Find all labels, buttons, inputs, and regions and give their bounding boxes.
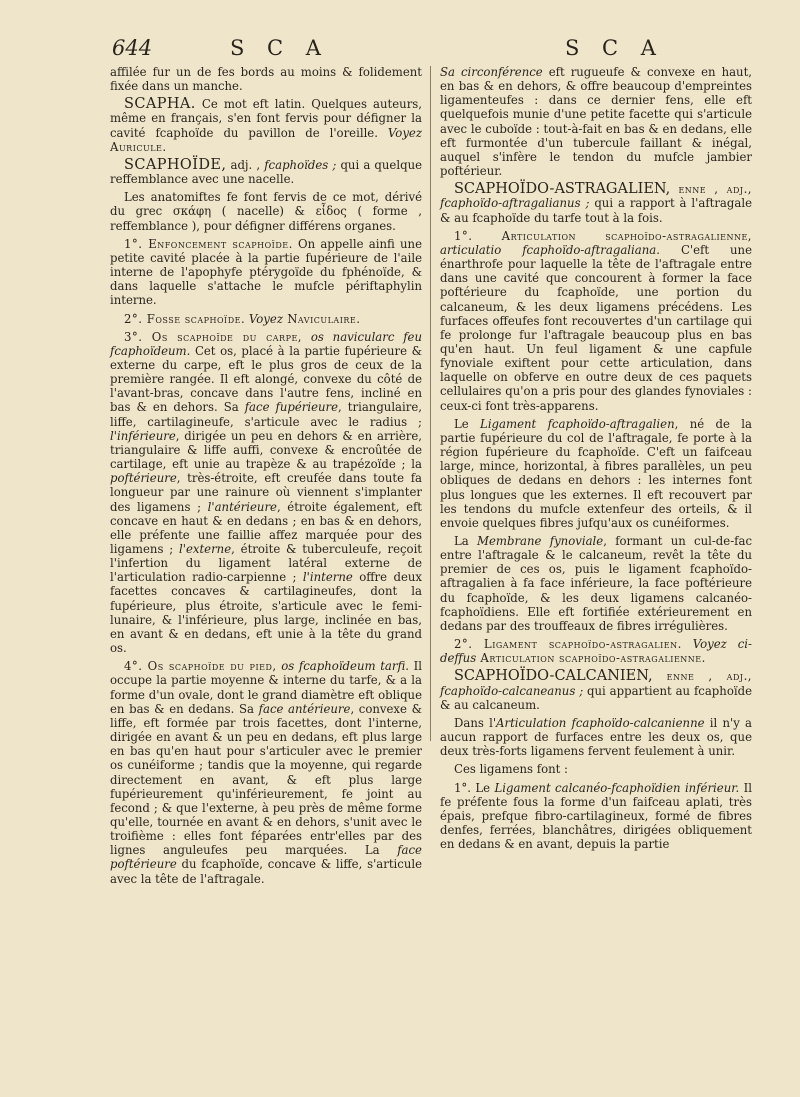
- cross-ref-label: Voyez: [377, 125, 423, 140]
- entry-headword: SCAPHOÏDE,: [124, 156, 227, 173]
- subentry: [110, 659, 422, 886]
- subentry-label: 2°. Ligament scaphoïdo-astragalien.: [454, 637, 682, 652]
- text: Il occupe la partie moyenne & interne du tarfe, & a la forme d'un ovale, dont le grand diamètre eft oblique en bas & en dedans. Sa: [110, 659, 422, 716]
- text: il n'y a aucun rapport de furfaces entre les deux os, que deux très-forts ligamens fervent feulement à unir.: [440, 715, 753, 759]
- cross-ref: Articulation scaphoïdo-astragalienne.: [476, 651, 706, 666]
- text: qui appartient au fcaphoïde & au calcaneum.: [440, 683, 752, 712]
- latin-term: fcaphoïdes ;: [260, 157, 337, 172]
- subentry: [110, 237, 422, 308]
- emphasis: l'antérieure: [201, 499, 277, 514]
- text: adj. ,: [226, 157, 261, 172]
- emphasis: face poftérieure: [110, 843, 422, 872]
- entry-headword: SCAPHA.: [124, 96, 196, 113]
- text: affilée fur un de fes bords au moins & folidement fixée dans un manche.: [110, 65, 422, 94]
- paragraph: [440, 417, 752, 530]
- subentry: [110, 312, 422, 326]
- subentry: [110, 330, 422, 656]
- text: , convexe & liffe, eft formée par trois facettes, dont l'interne, dirigée en avant & un peu en dedans, eft plus large en bas qu'en haut pour s'articuler avec le premier os cunéiforme ; tandis que la moyenne, qui regarde directement en avant, & eft plus large fupérieurement qu'inférieurement, fe joint au fecond ; & que l'externe, à peu près de même forme qu'elle, tournée en avant & en dehors, s'unit avec le troifième : elles font féparées entr'elles par des lignes anguleufes peu marquées. La: [110, 701, 422, 858]
- paragraph: [440, 762, 752, 776]
- emphasis: face antérieure: [254, 701, 351, 716]
- text: du fcaphoïde, concave & liffe, s'articule avec la tête de l'aftragale.: [110, 857, 422, 886]
- subentry-label: 1°. Articulation scaphoïdo-astragalienne,: [454, 228, 752, 243]
- running-header: [100, 36, 700, 66]
- emphasis: Ligament fcaphoïdo-aftragalien: [468, 416, 675, 431]
- text: , étroite & tuberculeufe, reçoit l'infertion du ligament latéral externe de l'articulation radio-carpienne ;: [110, 542, 422, 585]
- cross-ref-label: Voyez: [245, 311, 283, 326]
- page-number: 644: [112, 36, 153, 60]
- text: offre deux facettes concaves & cartilagineufes, dont la fupérieure, plus étroite, s'articule avec le femi-lunaire, & l'inférieure, plus large, inclinée en bas, en avant & en dedans, eft unie à la tête du grand os.: [110, 570, 422, 656]
- emphasis: Articulation fcaphoïdo-calcanienne: [496, 715, 705, 730]
- emphasis: face fupérieure: [238, 400, 339, 415]
- text: qui a rapport à l'aftragale & au fcaphoïde du tarfe tout à la fois.: [440, 196, 753, 225]
- text: , né de la partie fupérieure du col de l'aftragale, fe porte à la région fupérieure du fcaphoïde. C'eft un faifceau large, mince, horizontal, à fibres parallèles, un peu obliques de dedans en dehors : les internes font plus longues que les externes. Il eft recouvert par les tendons du mufcle extenfeur des orteils, & il envoie quelques fibres jufqu'aux os cunéiformes.: [440, 416, 752, 530]
- cross-ref: Naviculaire.: [282, 311, 361, 326]
- text: Il fe préfente fous la forme d'un faifceau aplati, très épais, prefque fibro-cartilagineux, formé de fibres denfes, ferrées, blanchâtres, dirigées obliquement en dedans & en avant, depuis la partie: [440, 780, 752, 852]
- subentry-label: 4°. Os scaphoïde du pied,: [124, 659, 277, 674]
- text: , très-étroite, eft creufée dans toute fa longueur par une rainure où viennent s'implanter des ligamens ;: [110, 471, 422, 514]
- text: On appelle ainfi une petite cavité placée à la partie fupérieure de l'aile interne de l'apophyfe ptérygoïde du fphénoïde, & dans laquelle s'attache le mufcle périftaphylin interne.: [110, 236, 422, 308]
- text: C'eft une énarthrofe pour laquelle la tête de l'aftragale entre dans une cavité que concourent à former la face poftérieure du fcaphoïde, une portion du calcaneum, & les deux ligamens précédens. Les furfaces offeufes font recouvertes d'un cartilage qui fe prolonge fur l'aftragale beaucoup plus en bas qu'en haut. Un feul ligament & une capfule fynoviale exiftent pour cette articulation, dans laquelle on obferve en outre deux de ces paquets cellulaires qu'on a pris pour des glandes fynoviales : ceux-ci font très-apparens.: [440, 242, 752, 413]
- right-column: [440, 65, 752, 851]
- text: enne , adj.,: [670, 182, 752, 197]
- text: , formant un cul-de-fac entre l'aftragale & le calcaneum, revêt la tête du premier de ces os, puis le ligament fcaphoïdo-aftragalien à fa face inférieure, la face poftérieure du fcaphoïde, & les deux ligamens calcanéo-fcaphoïdiens. Elle eft fortifiée extérieurement en dedans par des trouffeaux de fibres irrégulières.: [440, 534, 752, 633]
- text: La: [454, 534, 469, 548]
- header-left-title: S C A: [230, 36, 329, 60]
- column-divider: [430, 66, 431, 741]
- text: , triangulaire, liffe, cartilagineufe, s'articule avec le radius ;: [110, 400, 422, 429]
- text: Les anatomiftes fe font fervis de ce mot, dérivé du grec σκάφη ( nacelle) & εἶδος ( forme , reffemblance ), pour défigner différens organes.: [110, 190, 422, 233]
- latin-term: os fcaphoïdeum tarfi.: [276, 659, 409, 674]
- text: qui a quelque reffemblance avec une nacelle.: [110, 157, 423, 187]
- latin-term: fcaphoïdo-calcaneanus ;: [440, 683, 584, 698]
- paragraph: [440, 716, 752, 758]
- latin-term: fcaphoïdo-aftragalianus ;: [440, 196, 590, 211]
- subentry: [440, 229, 752, 413]
- subentry-label: 1°. Enfoncement scaphoïde.: [124, 236, 293, 251]
- entry-scapha: [110, 97, 422, 154]
- latin-term: articulatio fcaphoïdo-aftragaliana.: [440, 242, 660, 257]
- emphasis: l'externe: [173, 542, 232, 556]
- text: , dirigée un peu en dehors & en arrière, triangulaire & liffe auffi, convexe & encroûtée de cartilage, eft unie au trapèze & au trapézoïde ; la: [110, 428, 422, 472]
- entry-scaphoide: [110, 158, 422, 186]
- text: Ce mot eft latin. Quelques auteurs, même en français, s'en font fervis pour défigner la cavité fcaphoïde du pavillon de l'oreille.: [110, 97, 422, 140]
- emphasis: poftérieure: [110, 471, 177, 486]
- text: enne , adj.,: [652, 669, 752, 684]
- paragraph: [440, 534, 752, 633]
- header-right-title: S C A: [565, 36, 664, 60]
- emphasis: Membrane fynoviale: [468, 534, 604, 548]
- emphasis: l'interne: [296, 570, 353, 585]
- cross-ref-label: Voyez ci-deffus: [440, 637, 752, 666]
- latin-term: os navicularc feu fcaphoïdeum.: [110, 329, 422, 358]
- paragraph: [110, 65, 422, 93]
- left-column: [110, 65, 422, 886]
- entry-scaphoido-calcanien: [440, 669, 752, 711]
- cross-ref: Auricule.: [110, 139, 167, 154]
- paragraph: [440, 65, 752, 178]
- text: Cet os, placé à la partie fupérieure & externe du carpe, eft le plus gros de ceux de la première rangée. Il eft alongé, convexe du côté de l'avant-bras, concave dans l'autre fens, incliné en bas & en dehors. Sa: [110, 343, 422, 415]
- text: 1°. Le: [454, 780, 491, 795]
- entry-scaphoido-astragalien: [440, 182, 752, 224]
- text: Le: [454, 416, 469, 431]
- subentry-label: 3°. Os scaphoïde du carpe,: [124, 329, 303, 344]
- emphasis: l'inférieure: [110, 428, 176, 443]
- subentry: [440, 781, 752, 852]
- entry-headword: SCAPHOÏDO-ASTRAGALIEN,: [454, 181, 671, 198]
- entry-headword: SCAPHOÏDO-CALCANIEN,: [454, 668, 653, 685]
- text: Dans l': [454, 715, 497, 730]
- emphasis: Ligament calcanéo-fcaphoïdien inférieur.: [490, 780, 740, 795]
- text: Ces ligamens font :: [454, 762, 568, 777]
- subentry: [440, 637, 752, 665]
- text: , étroite également, eft concave en haut & en dedans ; en bas & en dehors, elle préfente une faillie affez marquée pour des ligamens ;: [110, 499, 423, 556]
- subentry-label: 2°. Fosse scaphoïde.: [124, 311, 246, 326]
- text: eft rugueufe & convexe en haut, en bas & en dehors, & offre beaucoup d'empreintes ligamenteufes : dans ce dernier fens, elle eft quelquefois munie d'une petite facette qui s'articule avec le cuboïde : tout-à-fait en bas & en dedans, elle eft furmontée d'un tubercule faillant & inégal, auquel s'infère le tendon du mufcle jambier poftérieur.: [440, 65, 752, 179]
- paragraph: [110, 190, 422, 232]
- emphasis: Sa circonférence: [440, 65, 543, 79]
